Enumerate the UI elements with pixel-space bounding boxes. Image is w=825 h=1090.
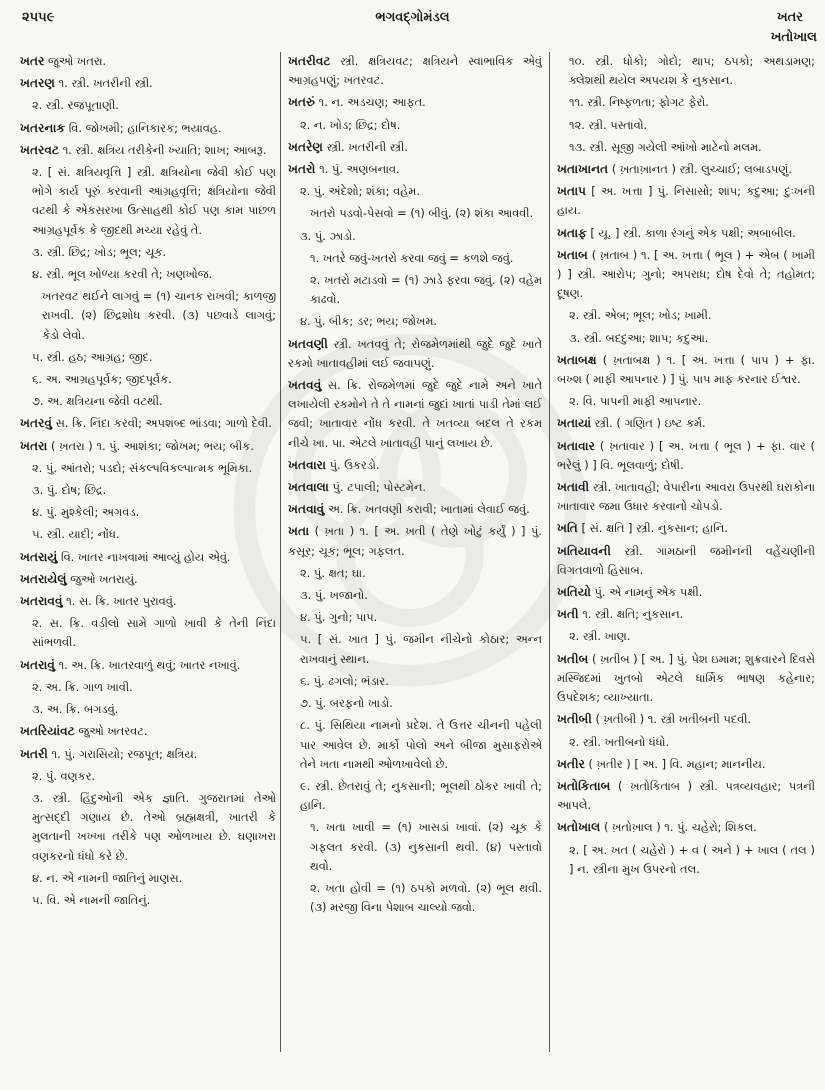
dictionary-entry	[288, 138, 542, 157]
dictionary-entry	[557, 478, 815, 516]
book-title: ભગવદ્ગોમંડલ	[375, 10, 450, 25]
headword: ખતોકિતાબ	[557, 778, 611, 793]
sense-line: ૬. પું. ઢગલો; ભંડાર.	[300, 673, 389, 688]
sense-line: ૪. પું. ગુનો; પાપ.	[300, 610, 378, 625]
dictionary-entry	[557, 246, 815, 304]
definition-text: સ્ત્રી. ( ગણિત ) ઇષ્ટ કર્મ.	[591, 416, 706, 431]
sense-line: ૧૩. સ્ત્રી. સૂજી ગયેલી આંખો માટેનો મલમ.	[569, 139, 762, 154]
sense-line: ૪. ન. એ નામની જાતિનું માણસ.	[32, 870, 183, 885]
definition-text: જુઓ ખતરવટ.	[74, 724, 148, 739]
definition-text: જુઓ ખતરાયું.	[66, 571, 138, 586]
headword: ખતવણી	[288, 336, 328, 351]
definition-text: સ્ત્રી. ખતવવું તે; રોજમેળમાંથી જુદે જુદે ખાતે રકમો ખાતાવહીમાં લઈ જવાપણું.	[288, 336, 542, 370]
definition-text: પું. ટપાલી; પોસ્ટમેન.	[328, 480, 426, 495]
definition-text: સ્ત્રી. ક્ષત્રિયવટ; ક્ષત્રિયને સ્વાભાવિક એવું આગ્રહપણું; ખતરવટ.	[288, 54, 542, 88]
definition-text: સ. ક્રિ. નિંદા કરવી; અપશબ્દ ભાંડવા; ગાળો દેવી.	[52, 416, 272, 431]
sense-line: ૬. અ. આગ્રહપૂર્વક; જીદપૂર્વક.	[32, 372, 172, 387]
dictionary-entry	[288, 52, 542, 90]
sense-line: ૫. [ સં. ખાત ] પું. જમીન નીચેનો કોઠાર; અન્ન રાખવાનું સ્થાન.	[300, 632, 542, 666]
headword: ખતીર	[557, 756, 585, 771]
headword: ખતાફ	[557, 225, 587, 240]
dictionary-entry	[288, 456, 542, 475]
definition-text: ( ખ઼તીર ) [ અ. ] વિ. મહાન; માનનીય.	[584, 756, 766, 771]
definition-text: સ્ત્રી. ખાતાવહી; વેપારીના આવરા ઉપરથી ઘરાકોના ખાતાવાર જમા ઉધાર કરવાનો ચોપડો.	[557, 480, 815, 514]
definition-text: [ અ. ખત્તા ] પું. નિસાસો; શાપ; કદુઆ; દુઃખની હાય.	[557, 184, 815, 218]
headword: ખતાબક્ષ	[557, 352, 597, 367]
sense-line: ૧૦. સ્ત્રી. ધોકો; ગોદો; થાપ; ઠપકો; અથડામણ; ક્લેશથી થયેલ અપયશ કે નુકસાન.	[569, 54, 815, 88]
definition-text: ( ખ઼તીબી ) ૧. સ્ત્રી ખતીબની પદવી.	[591, 712, 752, 727]
dictionary-entry	[20, 141, 276, 160]
sense-line: ૩. અ. ક્રિ. બગડવું.	[32, 702, 119, 717]
headword: ખતવવું	[288, 378, 322, 393]
idiom-line: ૧. ખતા ખાવી = (૧) ખાસડાં ખાવાં. (૨) ચૂક કે ગફલત કરવી. (૩) નુકસાની થવી. (૪) પસ્તાવો થવો.	[310, 820, 542, 873]
sense-line: ૫. સ્ત્રી. યાદી; નોંધ.	[32, 527, 120, 542]
dictionary-entry	[20, 74, 276, 93]
sense-line: ૨. [ સં. ક્ષત્રિયવૃત્તિ ] સ્ત્રી. ક્ષત્રિયોના જેવી કોઈ પણ ભોગે કાર્ય પૂરું કરવાની આગ્રહવૃત્તિ; ક્ષત્રિયોના જેવી વટથી કે એકસરખા ઉત્સાહથી કોઈ પણ કામ પાછળ આગ્રહપૂર્વક કે જીદથી મચ્યા રહેવું તે.	[32, 165, 276, 237]
sense-line: ૩. સ્ત્રી. છિદ્ર; ખોડ; ભૂલ; ચૂક.	[32, 244, 166, 259]
sense-line: ૪. સ્ત્રી. ભૂલ ખોળ્યા કરવી તે; ખણખોજ.	[32, 267, 213, 282]
page-header	[0, 0, 825, 48]
sense-line: ૨. ન. ખોડ; છિદ્ર; દોષ.	[300, 117, 401, 132]
headword: ખતી	[557, 607, 579, 622]
definition-text: ૧. અ. ક્રિ. ખાતરવાળું થવું; ખાતર નખાવું.	[54, 657, 241, 672]
dictionary-entry	[20, 414, 276, 433]
definition-text: સ. ક્રિ. રોજમેળમાં જુદે જુદે નામે અને ખાતે લખાયેલી રકમોને તે તે નામનાં જુદાં ખાતાં પાડી તેમાં લઈ જવી; ખાતાવાર નોંધ કરવી. તે ખતવ્યા બદલ તે રકમ નીચે ખા. પા. એટલે ખાતાવહી પાનું લખાય છે.	[288, 378, 542, 450]
dictionary-entry	[557, 818, 815, 837]
dictionary-entry	[20, 548, 276, 567]
sense-line: ૨. સ્ત્રી. ખાણ.	[569, 629, 631, 644]
headword: ખતવાલા	[288, 480, 329, 495]
sense-line: ૨. સ્ત્રી. ખતીબનો ધંધો.	[569, 734, 670, 749]
headword: ખતાવાર	[557, 438, 595, 453]
headword: ખતીબી	[557, 712, 592, 727]
dictionary-entry	[557, 777, 815, 815]
sense-line: ૨. [ અ. ખત ( ચહેરો ) + વ ( અને ) + ખાલ ( તલ ) ] ન. સ્ત્રીના મુખ ઉપરનો તલ.	[569, 842, 815, 876]
dictionary-entry	[557, 710, 815, 729]
definition-text: ૧. પું. અણબનાવ.	[315, 162, 400, 177]
idiom-line: ૧. ખતરે જવું-ખતરો કરવા જવું = કળશે જવું.	[310, 250, 514, 265]
headword: ખતરનાક	[20, 120, 66, 135]
headword: ખતર	[20, 54, 45, 68]
definition-text: ( ખ઼તરા ) ૧. પું. આશંકા; જોખમ; ભય; બીક.	[47, 438, 254, 453]
headword: ખતરું	[288, 95, 316, 110]
headword: ખતરવટ	[20, 142, 60, 157]
sense-line: ૯. સ્ત્રી. છેતરાવું તે; નુકસાની; ભૂલથી ઠોકર ખાવી તે; હાનિ.	[300, 778, 542, 813]
definition-text: ( ખ઼તોકિતાબ ) સ્ત્રી. પત્રવ્યવહાર; પત્રની આપલે.	[557, 778, 815, 813]
idiom-line: ખતરવટ થઈને લાગવું = (૧) ચાનક રાખવી; કાળજી રાખવી. (૨) છિદ્રશોધ કરવી. (૩) પછવાડે લાગવું; કેડો લેવો.	[42, 289, 276, 342]
dictionary-entry	[20, 52, 276, 71]
sense-line: ૨. સ. ક્રિ. વડીલો સામે ગાળો ખાવી કે તેની નિંદા સાંભળવી.	[32, 616, 276, 650]
definition-text: ૧. ન. અડચણ; આફત.	[315, 95, 426, 110]
sense-line: ૧૨. સ્ત્રી. પસ્તાવો.	[569, 117, 648, 132]
definition-text: ૧. સ્ત્રી. ક્ષતિ; નુકસાન.	[578, 607, 684, 622]
dictionary-entry	[20, 745, 276, 764]
dictionary-entry	[20, 119, 276, 138]
dictionary-entry	[288, 500, 542, 519]
sense-line: ૭. પું. બરફનો ખાડો.	[300, 696, 393, 711]
headword: ખતરણ	[20, 76, 56, 91]
headword: ખતવારા	[288, 457, 326, 472]
dictionary-entry	[557, 519, 815, 538]
dictionary-entry	[557, 650, 815, 708]
idiom-line: ૨. ખતા હોવી = (૧) ઠપકો મળવો. (૨) ભૂલ થવી. (૩) મરજી વિના પેશાબ ચાલ્યો જવો.	[310, 880, 542, 915]
dictionary-columns	[0, 52, 825, 1082]
sense-line: ૨. પું. વણકર.	[32, 768, 96, 783]
dictionary-entry	[557, 414, 815, 433]
headword: ખતરાયું	[20, 549, 58, 564]
dictionary-entry	[20, 570, 276, 589]
idiom-line: ખતરો પડવો-પેસવો = (૧) બીવું. (૨) શંકા આવવી.	[310, 206, 534, 221]
headword: ખતવાવું	[288, 502, 325, 517]
dictionary-entry	[288, 335, 542, 373]
dictionary-entry	[557, 351, 815, 389]
dictionary-entry	[557, 160, 815, 179]
definition-text: ૧. સ. ક્રિ. ખાતર પુરાવવું.	[62, 594, 177, 609]
sense-line: ૨. પું. ક્ષત; ઘા.	[300, 565, 366, 580]
dictionary-entry	[557, 605, 815, 624]
headword: ખતિયાવની	[557, 543, 611, 558]
definition-text: ( ખ઼તાબ ) ૧. [ અ. ખત્તા ( ભૂલ ) + એબ ( ખામી ) ] સ્ત્રી. આરોપ; ગુનો; અપરાધ; દોષ દેવો તે; તહોમત; દૂષણ.	[557, 247, 815, 301]
definition-text: સ્ત્રી. ખતરીની સ્ત્રી.	[323, 139, 408, 154]
headword: ખતોખાલ	[557, 820, 601, 835]
headword: ખતરો	[288, 162, 316, 177]
sense-line: ૪. પું. મુશ્કેલી; અગવડ.	[32, 505, 140, 520]
dictionary-entry	[557, 437, 815, 475]
dictionary-entry	[557, 542, 815, 580]
headword: ખતાપ	[557, 184, 586, 199]
definition-text: વિ. જોખમી; હાનિકારક; ભયાવહ.	[65, 120, 222, 135]
sense-line: ૫. સ્ત્રી. હઠ; આગ્રહ; જીદ.	[32, 349, 153, 364]
headword: ખતાયાં	[557, 416, 592, 431]
definition-text: ( ખ઼તા ) ૧. [ અ. ખતી ( તેણે ખોટું કર્યું ) ] પું. કસૂર; ચૂક; ભૂલ; ગફલત.	[288, 524, 542, 558]
headword: ખતરીવટ	[288, 54, 331, 68]
dictionary-entry	[557, 755, 815, 774]
dictionary-entry	[20, 722, 276, 741]
sense-line: ૧૧. સ્ત્રી. નિષ્ફળતા; ફોગટ ફેરો.	[569, 95, 709, 110]
definition-text: [ યૂ. ] સ્ત્રી. કાળા રંગનું એક પક્ષી; અબાબીલ.	[586, 225, 796, 240]
definition-text: ( ખ઼તીબ ) [ અ. ] પું. પેશ ઇમામ; શુક્રવારને દિવસે મસ્જિદમાં ખુતબો એટલે ધાર્મિક ભાષણ કહેનાર; ઉપદેશક; વ્યાખ્યાતા.	[557, 651, 815, 705]
dictionary-entry	[20, 656, 276, 675]
headword: ખતરિયાંવટ	[20, 724, 75, 739]
definition-text: પું. એ નામનું એક પક્ષી.	[590, 585, 703, 600]
headword: ખતિયો	[557, 585, 591, 600]
dictionary-entry	[288, 376, 542, 453]
definition-text: જુઓ ખતરા.	[44, 54, 107, 68]
headword: ખતા	[288, 524, 310, 539]
definition-text: ( ખ઼તોખ઼ાલ ) ૧. પું. ચહેરો; શિકલ.	[600, 820, 757, 835]
sense-line: ૨. વિ. પાપની માફી આપનાર.	[569, 394, 702, 409]
definition-text: ૧. સ્ત્રી. ખતરીની સ્ત્રી.	[55, 76, 153, 91]
dictionary-entry	[557, 182, 815, 220]
dictionary-entry	[288, 522, 542, 560]
headword: ખતરી	[20, 746, 48, 761]
column-right	[557, 52, 815, 1082]
headword: ખતરાવું	[20, 657, 55, 672]
headword: ખતરેણ	[288, 139, 324, 154]
sense-line: ૨. પું. અંદેશો; શંકા; વહેમ.	[300, 184, 420, 199]
headword: ખતરવું	[20, 416, 52, 431]
sense-line: ૩. પું. દોષ; છિદ્ર.	[32, 483, 107, 498]
definition-text: વિ. ખાતર નાખવામાં આવ્યું હોય એવું.	[57, 549, 231, 564]
dictionary-entry	[288, 160, 542, 179]
column-left	[20, 52, 276, 1082]
idiom-line: ૨. ખતરો મટાડવો = (૧) ઝાડે ફરવા જવું. (૨) વહેમ કાઢવો.	[310, 273, 542, 307]
sense-line: ૩. પું. ખજાનો.	[300, 588, 368, 603]
definition-text: ૧. પું. ગરાસિયો; રજપૂત; ક્ષત્રિય.	[47, 746, 198, 761]
dictionary-entry	[557, 583, 815, 602]
headword: ખતાખાનત	[557, 162, 609, 177]
sense-line: ૩. સ્ત્રી. બદદુઆ; શાપ; કદુઆ.	[569, 330, 709, 345]
sense-line: ૨. અ. ક્રિ. ગાળ ખાવી.	[32, 679, 133, 694]
definition-text: ( ખ઼તાખ઼ાનત ) સ્ત્રી. લુચ્ચાઈ; લબાડપણું.	[608, 162, 792, 177]
sense-line: ૪. પું. બીક; ડર; ભય; જોખમ.	[300, 314, 437, 329]
headword: ખતરાવવું	[20, 594, 63, 609]
sense-line: ૩. પું. ઝાડો.	[300, 228, 356, 243]
headword: ખતીબ	[557, 651, 589, 666]
headword: ખતાવી	[557, 480, 590, 495]
definition-text: પું. ઉકરડો.	[325, 457, 380, 472]
headword: ખતિ	[557, 521, 578, 536]
page-number: ૨૫૫૯	[22, 10, 55, 25]
definition-text: સ્ત્રી. ગામઠાની જમીનની વહેંચણીની વિગતવાળો હિસાબ.	[557, 543, 815, 577]
headword: ખતરા	[20, 438, 48, 453]
sense-line: ૩. સ્ત્રી. હિંદુઓની એક જ્ઞાતિ. ગુજરાતમાં તેઓ મુત્સદ્દી ગણાય છે. તેઓ બ્રહ્મક્ષત્રી, ખાતરી કે મુલતાની ખખ્ખા તરીકે પણ ઓળખાય છે. ઘણાખરા વણકરનો ધંધો કરે છે.	[32, 790, 276, 863]
dictionary-entry	[20, 592, 276, 611]
dictionary-entry	[20, 437, 276, 456]
sense-line: ૫. વિ. એ નામની જાતિનું.	[32, 892, 151, 907]
dictionary-entry	[288, 478, 542, 497]
sense-line: ૮. પું. સિથિયા નામનો પ્રદેશ. તે ઉત્તર ચીનની પહેલી પાર આવેલ છે. માર્કો પોલો અને બીજા મુસાફરોએ તેને ખતા નામથી ઓળખાવેલો છે.	[300, 718, 542, 771]
definition-text: ૧. સ્ત્રી. ક્ષત્રિય તરીકેની ખ્યાતિ; શાખ; આબરૂ.	[59, 142, 267, 157]
definition-text: [ સં. ક્ષતિ ] સ્ત્રી. નુકસાન; હાનિ.	[577, 521, 728, 536]
guide-word-last: ખતોખાલ	[770, 30, 817, 45]
sense-line: ૨. પું. આંતરો; પડદો; સંકલ્પવિકલ્પાત્મક ભૂમિકા.	[32, 460, 253, 475]
definition-text: ( ખ઼તાબક્ષ ) ૧. [ અ. ખત્તા ( પાપ ) + ફા. બખ્શ ( માફી આપનાર ) ] પું. પાપ માફ કરનાર ઈશ્વર.	[557, 352, 815, 387]
headword: ખતરાયેલું	[20, 571, 67, 586]
sense-line: ૭. અ. ક્ષત્રિયના જેવી વટથી.	[32, 394, 163, 409]
dictionary-entry	[557, 224, 815, 243]
guide-word-first: ખતર	[776, 10, 803, 25]
definition-text: અ. ક્રિ. ખતવણી કરાવી; ખાતામાં લેવાઈ જવું.	[324, 502, 530, 517]
column-middle	[288, 52, 542, 1082]
headword: ખતાબ	[557, 247, 588, 262]
definition-text: ( ખ઼તાવાર ) [ અ. ખત્તા ( ભૂલ ) + ફા. વાર ( ભરેલું ) ] વિ. ભૂલવાળું; દોષી.	[557, 438, 815, 472]
sense-line: ૨. સ્ત્રી. એબ; ભૂલ; ખોડ; ખામી.	[569, 308, 712, 323]
dictionary-entry	[288, 93, 542, 112]
sense-line: ૨. સ્ત્રી. રજપૂતાણી.	[32, 98, 119, 113]
